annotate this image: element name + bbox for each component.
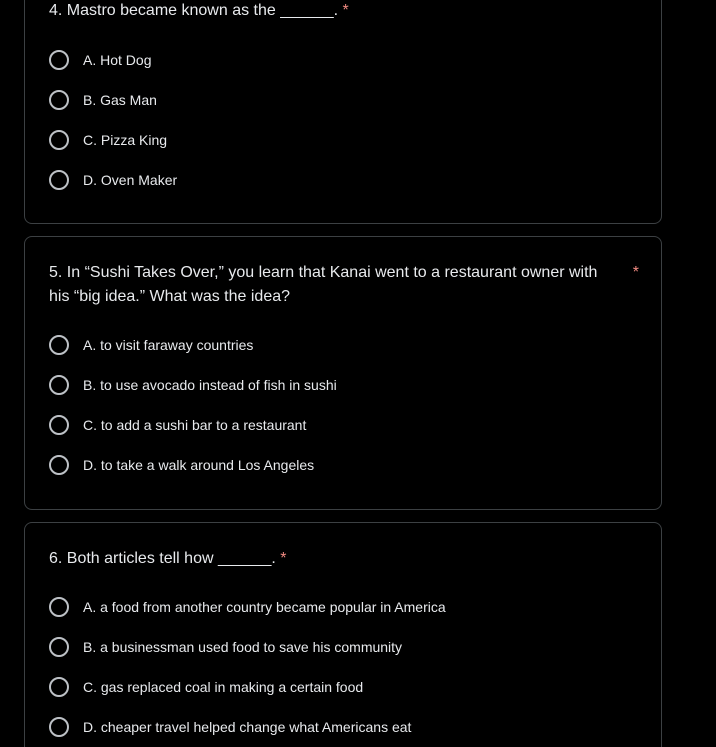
option-c[interactable] — [49, 128, 167, 152]
radio-button-icon[interactable] — [49, 637, 69, 657]
question-card-4 — [24, 0, 662, 224]
radio-button-icon[interactable] — [49, 50, 69, 70]
question-text: 4. Mastro became known as the ______. — [49, 2, 339, 19]
question-text: 6. Both articles tell how ______. — [49, 550, 276, 567]
option-label: B. to use avocado instead of fish in sushi — [83, 377, 337, 393]
question-title — [49, 0, 617, 23]
option-c[interactable] — [49, 413, 306, 437]
radio-button-icon[interactable] — [49, 130, 69, 150]
option-label: B. a businessman used food to save his community — [83, 639, 403, 655]
option-label: D. Oven Maker — [83, 172, 178, 188]
required-asterisk: * — [632, 264, 639, 281]
radio-button-icon[interactable] — [49, 717, 69, 737]
radio-button-icon[interactable] — [49, 677, 69, 697]
option-b[interactable] — [49, 373, 337, 397]
question-card-5 — [24, 236, 662, 510]
radio-button-icon[interactable] — [49, 335, 69, 355]
question-text: 5. In “Sushi Takes Over,” you learn that Kanai went to a restaurant owner with his “big idea.” What was the idea? — [49, 264, 598, 305]
option-label: A. to visit faraway countries — [83, 337, 254, 353]
option-a[interactable] — [49, 48, 151, 72]
option-d[interactable] — [49, 715, 411, 739]
radio-button-icon[interactable] — [49, 375, 69, 395]
radio-button-icon[interactable] — [49, 170, 69, 190]
option-label: C. Pizza King — [83, 132, 168, 148]
radio-button-icon[interactable] — [49, 90, 69, 110]
option-label: C. gas replaced coal in making a certain food — [83, 679, 364, 695]
option-a[interactable] — [49, 333, 253, 357]
option-a[interactable] — [49, 595, 446, 619]
option-label: C. to add a sushi bar to a restaurant — [83, 417, 307, 433]
option-d[interactable] — [49, 453, 314, 477]
radio-button-icon[interactable] — [49, 597, 69, 617]
option-label: D. to take a walk around Los Angeles — [83, 457, 315, 473]
option-label: A. a food from another country became popular in America — [83, 599, 446, 615]
radio-button-icon[interactable] — [49, 455, 69, 475]
option-label: D. cheaper travel helped change what Americans eat — [83, 719, 412, 735]
option-c[interactable] — [49, 675, 363, 699]
required-asterisk: * — [342, 2, 349, 19]
question-title — [49, 261, 617, 309]
question-card-6 — [24, 522, 662, 747]
question-title — [49, 547, 617, 571]
option-b[interactable] — [49, 635, 402, 659]
option-label: A. Hot Dog — [83, 52, 152, 68]
option-d[interactable] — [49, 168, 177, 192]
option-b[interactable] — [49, 88, 157, 112]
required-asterisk: * — [280, 550, 287, 567]
option-label: B. Gas Man — [83, 92, 157, 108]
radio-button-icon[interactable] — [49, 415, 69, 435]
